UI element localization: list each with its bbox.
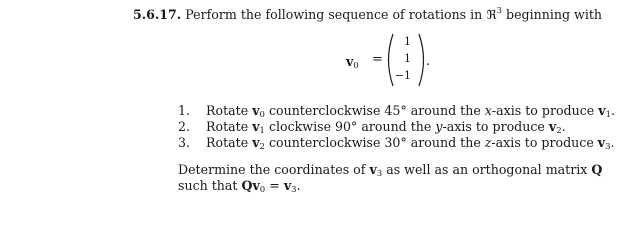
header-text-after: beginning with — [506, 7, 603, 22]
vector-period: . — [426, 54, 431, 69]
step-number: 3. — [178, 135, 191, 150]
question-line-2: such that $Qv_0 = v_3$. — [178, 178, 301, 195]
initial-vector-equation — [346, 32, 446, 88]
question-line-1: Determine the coordinates of $v_3$ as well as an orthogonal matrix Q — [178, 162, 603, 179]
rotation-step: 1. Rotate $v_0$ counterclockwise 45° around the x-axis to produce $v_1$. — [178, 103, 616, 120]
rotation-step: 2. Rotate $v_1$ clockwise 90° around the y-axis to produce $v_2$. — [178, 119, 566, 136]
step-number: 2. — [178, 119, 191, 134]
vector-entry: 1 — [404, 52, 411, 65]
exercise-number: 5.6.17. — [133, 7, 182, 22]
space-symbol: ℜ$^3$ — [486, 6, 502, 22]
vector-entry: −1 — [394, 69, 411, 82]
equals-sign: = — [372, 52, 383, 67]
header-text-before: Perform the following sequence of rotations in — [185, 7, 483, 22]
exercise-header — [133, 6, 602, 22]
vector-entry: 1 — [404, 35, 411, 48]
column-vector — [384, 32, 431, 91]
vector-label: $v_0$ — [346, 54, 359, 71]
step-number: 1. — [178, 103, 191, 118]
rotation-step: 3. Rotate $v_2$ counterclockwise 30° around the z-axis to produce $v_3$. — [178, 135, 615, 152]
